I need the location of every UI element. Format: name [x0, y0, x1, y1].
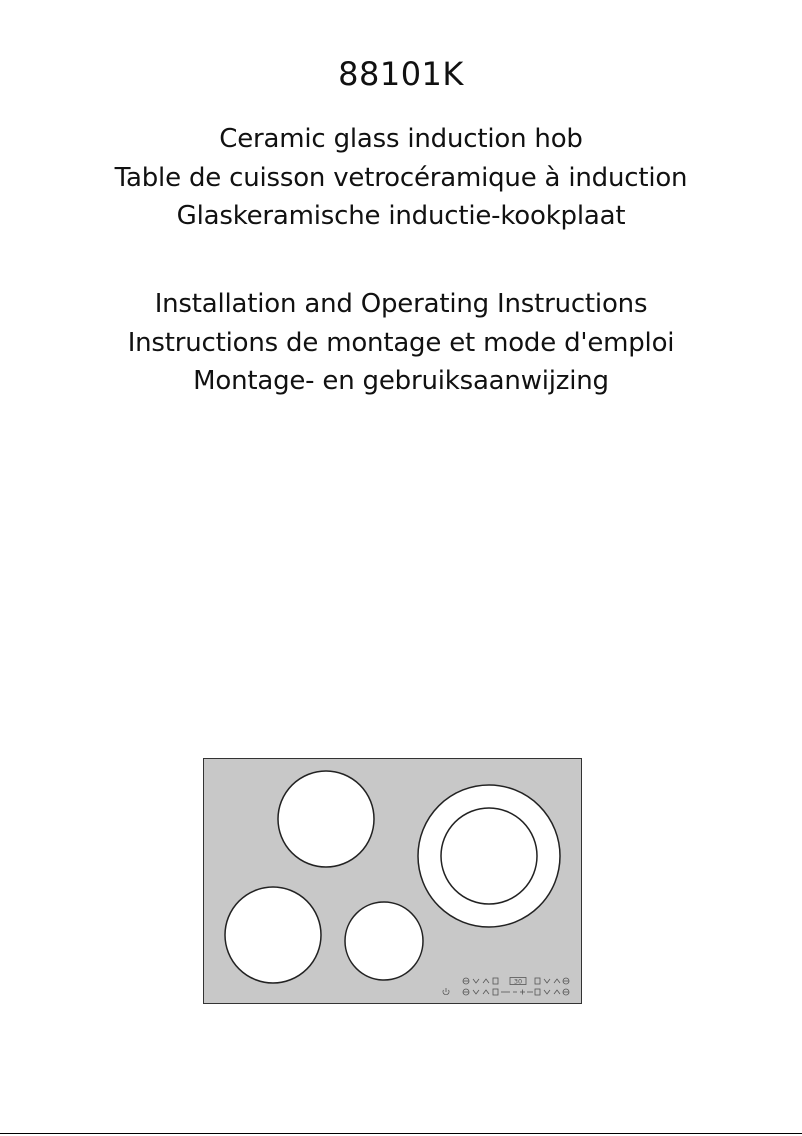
product-title-en: Ceramic glass induction hob: [219, 124, 583, 154]
minus-icon: [473, 979, 479, 983]
minus-icon: [544, 979, 550, 983]
zone-display: [535, 978, 540, 984]
minus-icon: [473, 990, 479, 994]
cooking-zone-rear-right-inner: [441, 808, 537, 904]
timer-plus-icon: [520, 990, 525, 995]
plus-minus-icon: [463, 978, 469, 984]
model-number: 88101K: [338, 55, 464, 93]
plus-icon: [554, 990, 560, 994]
zone-display: [535, 989, 540, 995]
hob-illustration: [203, 758, 582, 1004]
plus-icon: [483, 990, 489, 994]
cooking-zone-front-left: [225, 887, 321, 983]
manual-title-block: [0, 285, 802, 401]
timer-readout: 30: [513, 977, 523, 986]
zone-display: [493, 978, 498, 984]
product-title-block: [0, 120, 802, 236]
cooking-zone-rear-left: [278, 771, 374, 867]
plus-minus-icon: [463, 989, 469, 995]
zone-display: [493, 989, 498, 995]
plus-minus-icon: [563, 978, 569, 984]
plus-minus-icon: [563, 989, 569, 995]
cooking-zone-front-middle: [345, 902, 423, 980]
hob-drawing: [204, 759, 581, 1003]
plus-icon: [554, 979, 560, 983]
control-panel: [443, 978, 569, 996]
bottom-rule: [0, 1133, 802, 1134]
product-title-fr: Table de cuisson vetrocéramique à induction: [114, 162, 688, 193]
plus-icon: [483, 979, 489, 983]
manual-title-fr: Instructions de montage et mode d'emploi: [127, 327, 675, 358]
minus-icon: [544, 990, 550, 994]
manual-title-en: Installation and Operating Instructions: [154, 289, 648, 319]
manual-title-nl: Montage- en gebruiksaanwijzing: [193, 366, 609, 396]
power-icon: [443, 988, 449, 995]
product-title-nl: Glaskeramische inductie-kookplaat: [176, 201, 626, 231]
